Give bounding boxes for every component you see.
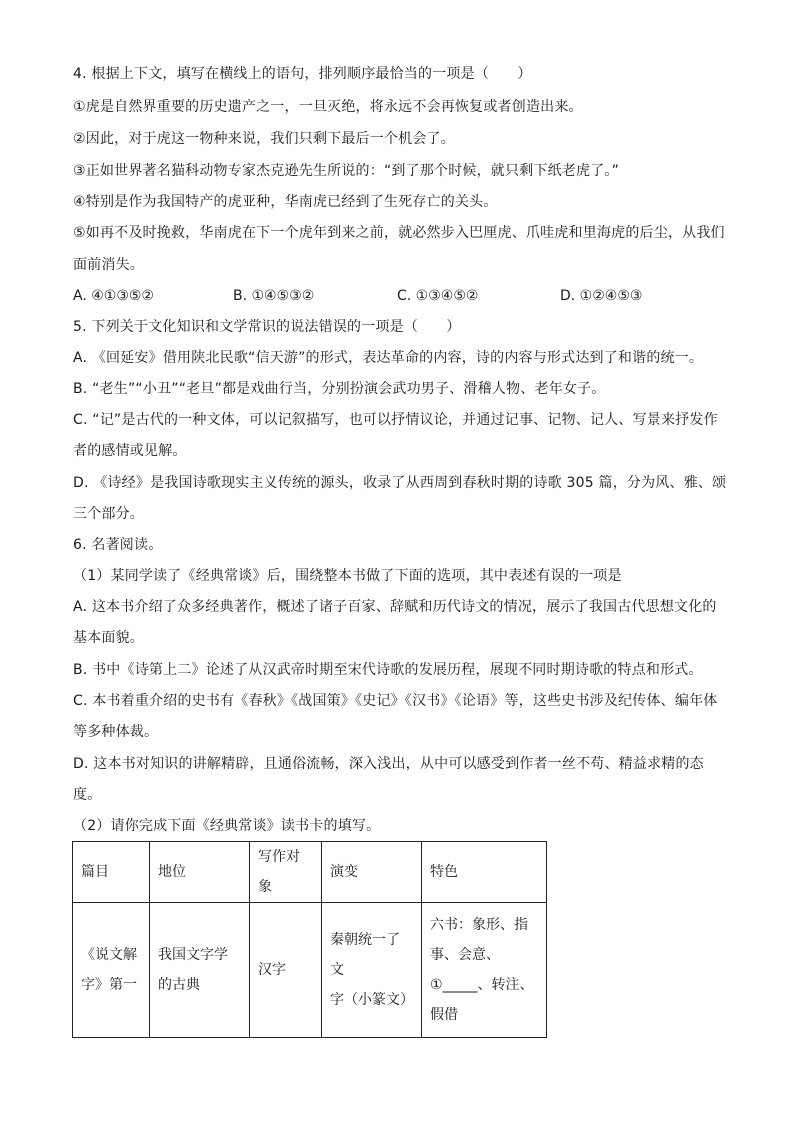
q5-option-c[interactable]: C. “记”是古代的一种文体，可以记叙描写，也可以抒情议论，并通过记事、记物、记人、写景来抒发作 bbox=[73, 412, 718, 428]
q4-option-d[interactable]: D. ①②④⑤③ bbox=[560, 288, 643, 304]
cell-evolution: 秦朝统一了文 字（小篆文） bbox=[322, 903, 422, 1038]
q4-option-a[interactable]: A. ④①③⑤② bbox=[73, 288, 154, 304]
reading-card-table bbox=[72, 841, 547, 1038]
q5-option-c-cont: 者的感情或见解。 bbox=[73, 443, 187, 459]
q6-stem: 6. 名著阅读。 bbox=[73, 537, 163, 553]
q4-sentence-2: ②因此，对于虎这一物种来说，我们只剩下最后一个机会了。 bbox=[73, 131, 455, 147]
header-object: 写作对象 bbox=[250, 842, 322, 903]
q5-stem: 5. 下列关于文化知识和文学常识的说法错误的一项是（ ） bbox=[73, 319, 461, 335]
cell-title: 《说文解 字》第一 bbox=[73, 903, 150, 1038]
q4-stem: 4. 根据上下文，填写在横线上的语句，排列顺序最恰当的一项是（ ） bbox=[73, 66, 532, 82]
cell-status: 我国文字学 的古典 bbox=[150, 903, 250, 1038]
cell-feature[interactable]: 六书：象形、指 事、会意、 ①_____、转注、 假借 bbox=[422, 903, 547, 1038]
q4-sentence-3: ③正如世界著名猫科动物专家杰克逊先生所说的：“到了那个时候，就只剩下纸老虎了。” bbox=[73, 163, 620, 179]
q6-option-d[interactable]: D. 这本书对知识的讲解精辟，且通俗流畅，深入浅出，从中可以感受到作者一丝不苟、精益求精的态 bbox=[73, 756, 704, 772]
q6-option-a-cont: 基本面貌。 bbox=[73, 630, 144, 646]
q4-option-b[interactable]: B. ①④⑤③② bbox=[233, 288, 315, 304]
header-title: 篇目 bbox=[73, 842, 150, 903]
q6-option-c[interactable]: C. 本书着重介绍的史书有《春秋》《战国策》《史记》《汉书》《论语》等，这些史书涉及纪传体、编年体 bbox=[73, 693, 718, 709]
q4-sentence-4: ④特别是作为我国特产的虎亚种，华南虎已经到了生死存亡的关头。 bbox=[73, 194, 498, 210]
header-evolution: 演变 bbox=[322, 842, 422, 903]
q4-sentence-1: ①虎是自然界重要的历史遗产之一，一旦灭绝，将永远不会再恢复或者创造出来。 bbox=[73, 99, 583, 115]
q4-sentence-5: ⑤如再不及时挽救，华南虎在下一个虎年到来之前，就必然步入巴厘虎、爪哇虎和里海虎的后尘，从我们 bbox=[73, 225, 725, 241]
q5-option-a[interactable]: A. 《回延安》借用陕北民歌“信天游”的形式，表达革命的内容，诗的内容与形式达到了和谐的统一。 bbox=[73, 350, 704, 366]
table-row bbox=[73, 903, 547, 1038]
q6-option-b[interactable]: B. 书中《诗第上二》论述了从汉武帝时期至宋代诗歌的发展历程，展现不同时期诗歌的特点和形式。 bbox=[73, 662, 703, 678]
cell-object: 汉字 bbox=[250, 903, 322, 1038]
answer-blank-1[interactable]: ①_____、转注、 bbox=[430, 977, 534, 993]
q6-part1-stem: （1）某同学读了《经典常谈》后，围绕整本书做了下面的选项，其中表述有误的一项是 bbox=[73, 568, 622, 584]
q4-option-c[interactable]: C. ①③④⑤② bbox=[397, 288, 479, 304]
header-status: 地位 bbox=[150, 842, 250, 903]
q4-sentence-5-cont: 面前消失。 bbox=[73, 257, 144, 273]
q6-option-d-cont: 度。 bbox=[73, 787, 102, 803]
q5-option-d[interactable]: D. 《诗经》是我国诗歌现实主义传统的源头，收录了从西周到春秋时期的诗歌 305 篇，分为风、雅、颂 bbox=[73, 475, 727, 491]
q6-part2-stem: （2）请你完成下面《经典常谈》读书卡的填写。 bbox=[73, 818, 381, 834]
header-feature: 特色 bbox=[422, 842, 547, 903]
q5-option-b[interactable]: B. “老生”“小丑”“老旦”都是戏曲行当，分别扮演会武功男子、滑稽人物、老年女子。 bbox=[73, 381, 606, 397]
table-header-row bbox=[73, 842, 547, 903]
q6-option-c-cont: 等多种体裁。 bbox=[73, 724, 159, 740]
q5-option-d-cont: 三个部分。 bbox=[73, 506, 144, 522]
q6-option-a[interactable]: A. 这本书介绍了众多经典著作，概述了诸子百家、辞赋和历代诗文的情况，展示了我国古代思想文化的 bbox=[73, 599, 717, 615]
